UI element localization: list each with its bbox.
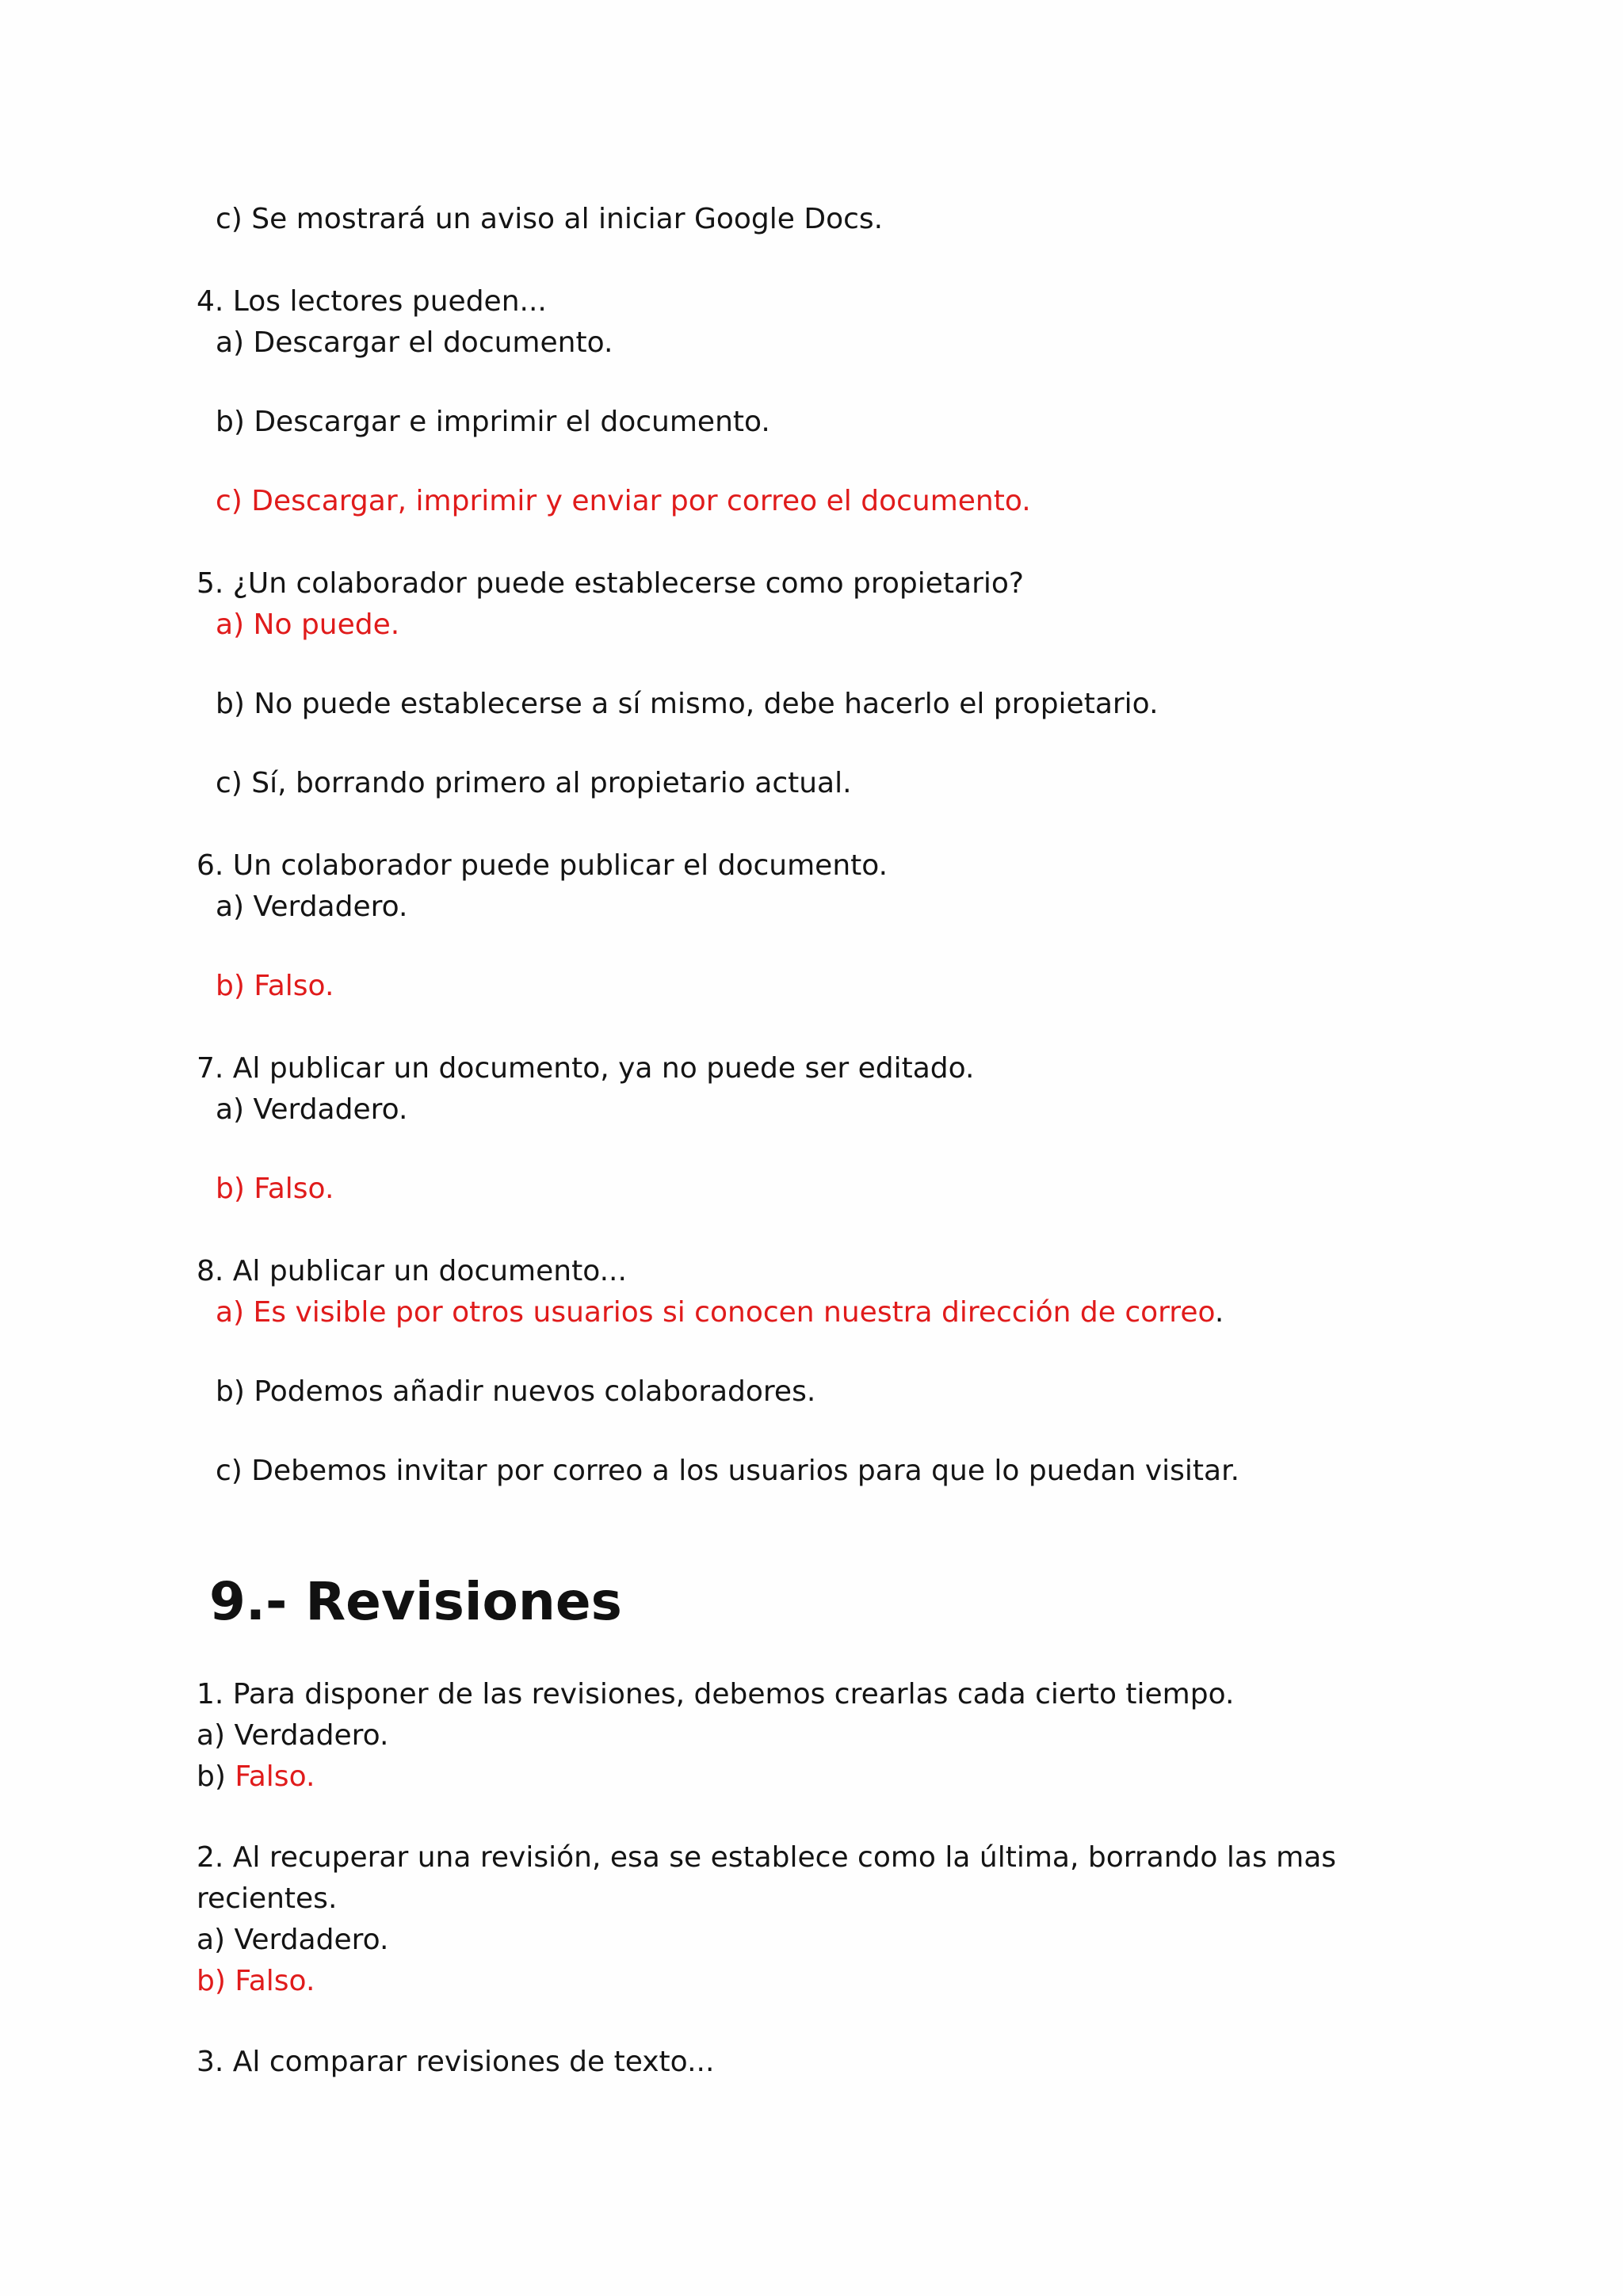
rev-q2-question-line2: recientes. bbox=[197, 1882, 338, 1915]
q4-option-b: b) Descargar e imprimir el documento. bbox=[216, 406, 770, 438]
rev-q2-option-b-correct: b) Falso. bbox=[197, 1965, 315, 1997]
q8-option-c: c) Debemos invitar por correo a los usuarios para que lo puedan visitar. bbox=[216, 1455, 1240, 1487]
q4-question: 4. Los lectores pueden... bbox=[197, 285, 547, 318]
rev-q3-question: 3. Al comparar revisiones de texto... bbox=[197, 2046, 715, 2078]
rev-q1-option-b-line bbox=[197, 1759, 315, 1795]
q6-option-b-correct: b) Falso. bbox=[216, 970, 334, 1002]
q5-option-c: c) Sí, borrando primero al propietario actual. bbox=[216, 767, 852, 799]
q8-option-a-period: . bbox=[1214, 1296, 1224, 1329]
q8-option-b: b) Podemos añadir nuevos colaboradores. bbox=[216, 1375, 816, 1408]
q4-option-c-correct: c) Descargar, imprimir y enviar por correo el documento. bbox=[216, 485, 1031, 517]
q5-option-a-correct: a) No puede. bbox=[216, 608, 400, 641]
rev-q1-option-b-prefix: b) bbox=[197, 1760, 235, 1793]
rev-q1-question: 1. Para disponer de las revisiones, debemos crearlas cada cierto tiempo. bbox=[197, 1678, 1235, 1711]
q7-question: 7. Al publicar un documento, ya no puede ser editado. bbox=[197, 1052, 975, 1085]
q7-option-a: a) Verdadero. bbox=[216, 1093, 408, 1126]
q6-question: 6. Un colaborador puede publicar el documento. bbox=[197, 849, 888, 882]
section-heading: 9.- Revisiones bbox=[209, 1571, 622, 1632]
q3-option-c: c) Se mostrará un aviso al iniciar Google Docs. bbox=[216, 203, 884, 235]
rev-q2-option-a: a) Verdadero. bbox=[197, 1924, 389, 1956]
q8-option-a-line bbox=[216, 1295, 1224, 1331]
rev-q1-option-b-correct: Falso. bbox=[235, 1760, 315, 1793]
q5-question: 5. ¿Un colaborador puede establecerse como propietario? bbox=[197, 567, 1025, 600]
q8-question: 8. Al publicar un documento... bbox=[197, 1255, 627, 1287]
q8-option-a-correct: a) Es visible por otros usuarios si conocen nuestra dirección de correo bbox=[216, 1296, 1215, 1329]
q5-option-b: b) No puede establecerse a sí mismo, debe hacerlo el propietario. bbox=[216, 688, 1159, 720]
q7-option-b-correct: b) Falso. bbox=[216, 1173, 334, 1205]
q6-option-a: a) Verdadero. bbox=[216, 891, 408, 923]
q4-option-a: a) Descargar el documento. bbox=[216, 326, 613, 359]
rev-q2-question-line1: 2. Al recuperar una revisión, esa se establece como la última, borrando las mas bbox=[197, 1841, 1337, 1874]
rev-q1-option-a: a) Verdadero. bbox=[197, 1719, 389, 1752]
